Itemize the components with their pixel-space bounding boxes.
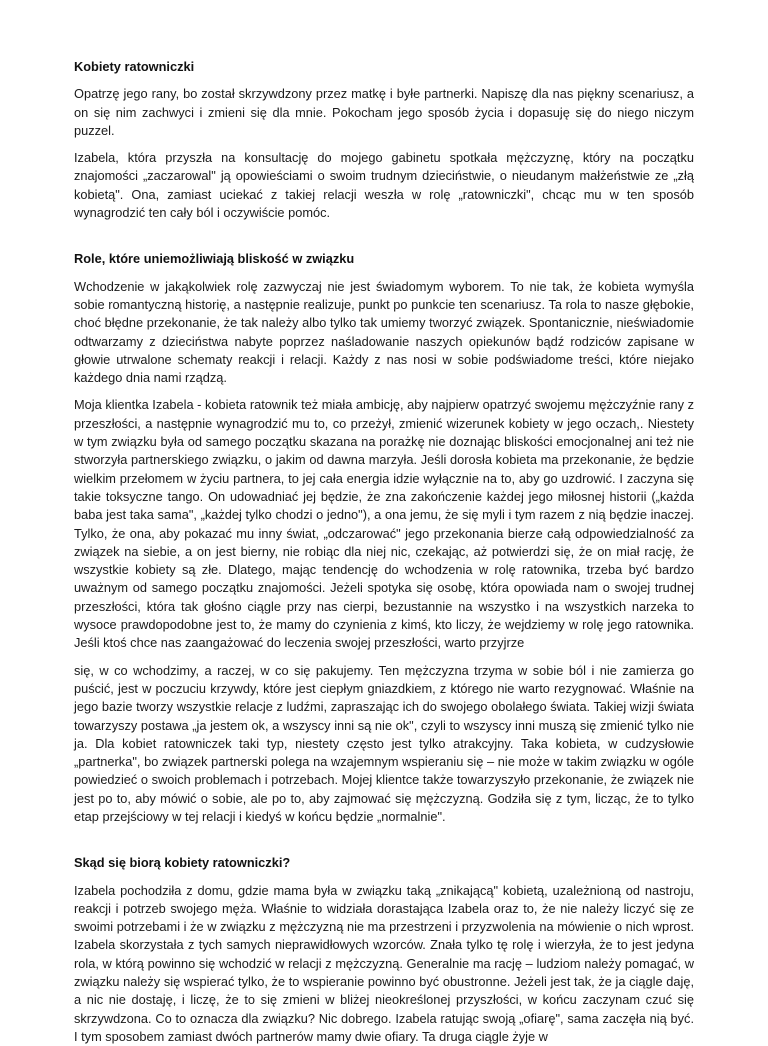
paragraph: Opatrzę jego rany, bo został skrzywdzony przez matkę i byłe partnerki. Napiszę dla nas piękny scenariusz, a on się nim zachwyci i zmieni się dla mnie. Pokocham jego sposób życia i dopasuję się do niego niczym puzzel. [74,86,694,138]
document-page [74,58,694,1044]
section-heading: Skąd się biorą kobiety ratowniczki? [74,855,291,871]
section-role [74,250,694,826]
section-skad-sie-biora [74,854,694,1046]
paragraph: się, w co wchodzimy, a raczej, w co się pakujemy. Ten mężczyzna trzyma w sobie ból i nie zamierza go puścić, jest w poczuciu krzywdy, które jest ciepłym gniazdkiem, z którego nie warto rezygnować. Właśnie na jego bazie tworzy wszystkie relacje z ludźmi, zapraszając ich do swojego obolałego świata. Takiej wizji świata towarzyszy postawa „ja jestem ok, a wszyscy inni są nie ok", czyli to wszyscy inni muszą się zmienić tylko nie ja. Dla kobiet ratowniczek taki typ, niestety często jest tylko atrakcyjny. Taka kobieta, w cudzysłowie „partnerka", bo związek partnerski polega na wzajemnym wspieraniu się – nie może w takim związku w ogóle powiedzieć o swoich problemach i potrzebach. Mojej klientce także towarzyszyło przekonanie, że związek nie jest po to, aby mówić o sobie, ale po to, aby zajmować się mężczyzną. Godziła się z tym, licząc, że to tylko etap przejściowy w tej relacji i kiedyś w końcu będzie „normalnie". [74,662,694,824]
section-heading: Kobiety ratowniczki [74,59,195,74]
paragraph: Izabela, która przyszła na konsultację do mojego gabinetu spotkała mężczyznę, który na początku znajomości „zaczarowal" ją opowieściami o swoim trudnym dzieciństwie, o nieudanym małżeństwie ze „złą kobietą". Ona, zamiast uciekać z takiej relacji weszła w rolę „ratowniczki", chcąc mu w ten sposób wynagrodzić ten cały ból i oczywiście pomóc. [74,150,694,221]
section-heading: Role, które uniemożliwiają bliskość w związku [74,251,355,267]
paragraph: Moja klientka Izabela - kobieta ratownik też miała ambicję, aby najpierw opatrzyć swojemu mężczyźnie rany z przeszłości, a następnie wynagrodzić mu to, co przeżył, zmienić wizerunek kobiety w jego oczach,. Niestety w tym związku była od samego początku skazana na porażkę nie doznając bliskości emocjonalnej ani też nie stworzyła partnerskiego związku, o jakim od dawna marzyła. Jeśli dorosła kobieta ma przekonanie, że będzie wielkim przełomem w życiu partnera, to jej cała energia idzie wyłącznie na to, aby go uzdrowić. I zaczyna się takie toksyczne tango. On udowadniać jej będzie, że zna zakończenie każdej jego miłosnej historii („każda baba jest taka sama", „każdej tylko chodzi o jedno"), a ona jemu, że się myli i tym razem z nią będzie inaczej. Tylko, że ona, aby pokazać mu inny świat, „odczarować" jego przekonania bierze całą odpowiedzialność za związek na siebie, a on jest bierny, nie robiąc dla niej nic, czekając, aż potwierdzi się, że on miał rację, że wszystkie kobiety są złe. Dlatego, mając tendencję do wchodzenia w rolę ratownika, trzeba być bardzo uważnym od samego początku znajomości. Jeżeli spotyka się osobę, która opowiada nam o swojej trudnej przeszłości, która tak głośno ciągle przy nas cierpi, bezustannie na wszystko i na wszystkich narzeka to wysoce prawdopodobne jest to, że mamy do czynienia z kimś, kto liczy, że wejdziemy w rolę jego ratownika. Jeśli ktoś chce nas zaangażować do leczenia swojej przeszłości, warto przyjrze [74,397,694,651]
paragraph: Wchodzenie w jakąkolwiek rolę zazwyczaj nie jest świadomym wyborem. To nie tak, że kobieta wymyśla sobie romantyczną historię, a następnie realizuje, punkt po punkcie ten scenariusz. Ta rola to nasze głębokie, choć błędne przekonanie, że tak należy albo tylko tak umiemy tworzyć związek. Spontanicznie, nieświadomie odtwarzamy z dzieciństwa nabyte poprzez naśladowanie naszych opiekunów bądź rodziców zapisane w głowie utrwalone schematy reakcji i relacji. Każdy z nas nosi w sobie podświadome treści, które niejako każdego dnia nami rządzą. [74,278,694,386]
paragraph: Izabela pochodziła z domu, gdzie mama była w związku taką „znikającą" kobietą, uzależnioną od nastroju, reakcji i potrzeb swojego męża. Właśnie to widziała dorastająca Izabela oraz to, że nie należy liczyć się ze swoimi potrzebami i że w związku z mężczyzną nie ma przestrzeni i przyzwolenia na mówienie o nich wprost. Izabela skorzystała z tych samych nieprawidłowych wzorców. Znała tylko tę rolę i wierzyła, że to jest jedyna rola, w którą powinno się wchodzić w relacji z mężczyzną. Generalnie ma rację – ludziom należy pomagać, w związku należy się wspierać tylko, że to wspieranie powinno być obustronne. Jeżeli jest tak, że ja ciągle daję, a nic nie dostaję, i liczę, że to się zmieni w bliżej nieokreślonej przyszłości, w końcu zaczynam czuć się skrzywdzona. Co to oznacza dla związku? Nic dobrego. Izabela ratując swoją „ofiarę", sama zaczęła nią być. I tym sposobem zamiast dwóch partnerów mamy dwie ofiary. Ta druga ciągle żyje w [74,882,694,1044]
section-kobiety-ratowniczki [74,58,694,222]
